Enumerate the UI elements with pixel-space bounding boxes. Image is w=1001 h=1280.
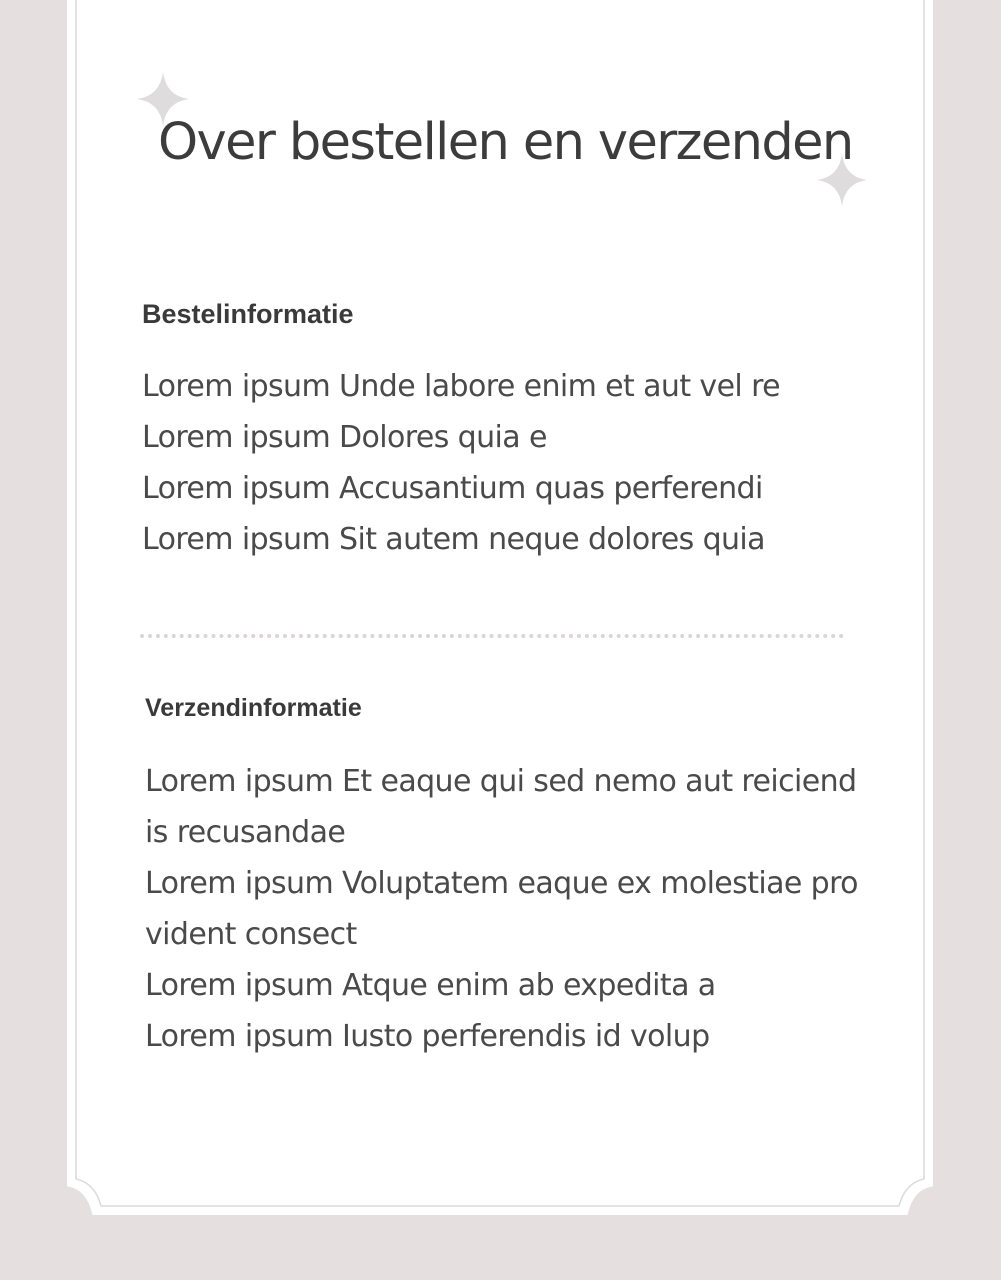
section-divider (140, 634, 844, 638)
list-item: Lorem ipsum Iusto perferendis id volup (145, 1019, 710, 1054)
list-item: Lorem ipsum Sit autem neque dolores quia (142, 522, 765, 557)
shipping-info-list (145, 756, 858, 1062)
list-item: is recusandae (145, 815, 346, 850)
order-info-list (142, 361, 780, 565)
list-item: Lorem ipsum Voluptatem eaque ex molestiae pro (145, 866, 858, 901)
list-item: Lorem ipsum Dolores quia e (142, 420, 547, 455)
list-item: Lorem ipsum Unde labore enim et aut vel re (142, 369, 781, 404)
list-item: Lorem ipsum Atque enim ab expedita a (145, 968, 716, 1003)
page-title: Over bestellen en verzenden (158, 113, 853, 172)
list-item: Lorem ipsum Et eaque qui sed nemo aut reiciend (145, 764, 857, 799)
list-item: vident consect (145, 917, 357, 952)
shipping-info-heading: Verzendinformatie (145, 694, 362, 722)
list-item: Lorem ipsum Accusantium quas perferendi (142, 471, 763, 506)
order-info-heading: Bestelinformatie (142, 299, 354, 329)
